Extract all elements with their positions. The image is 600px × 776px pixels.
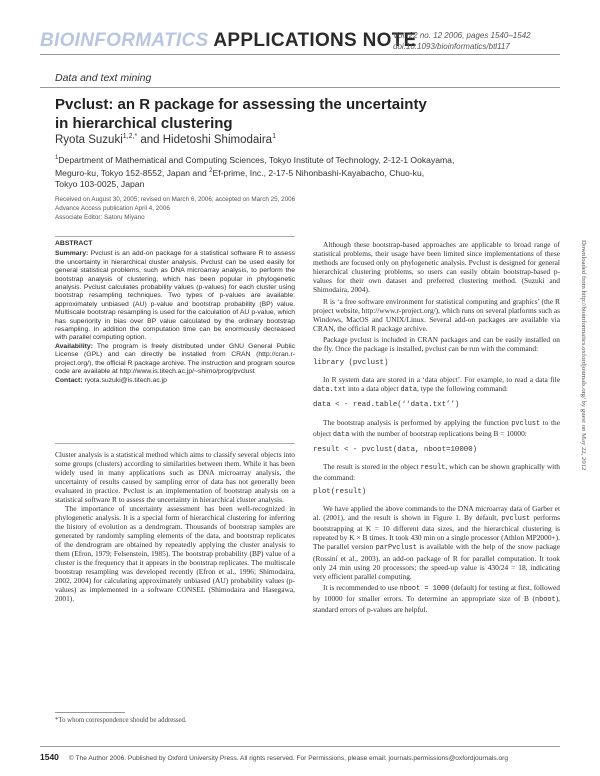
- author-1-affil: 1,2,*: [122, 133, 138, 140]
- left-column-body: [55, 451, 295, 603]
- code-line: result < - pvclust(data, nboot=10000): [313, 445, 478, 454]
- paragraph: It is recommended to use nboot = 1000 (default) for testing at first, followed by 10000 for smaller errors. To determine an appropriate size of B (nboot), standard errors of p-values are helpful.: [313, 582, 560, 614]
- inline-code: data.txt: [313, 386, 347, 395]
- paragraph: In R system data are stored in a ‘data object’. For example, to read a data file data.txt into a data object data, type the following command:: [313, 375, 560, 395]
- associate-editor: Associate Editor: Satoru Miyano: [55, 214, 145, 221]
- received-date: Received on August 30, 2005; revised on March 6, 2006; accepted on March 25, 2006: [55, 196, 296, 203]
- paragraph: The importance of uncertainty assessment has been well-recognized in phylogenetic analysis. It is a special form of hierarchical clustering for inferring the history of evolution as a dendrogram. Thousands of bootstrap samples are generated by randomly sampling elements of the data, and bootstrap replicates of the dendrogram are obtained by repeatedly applying the cluster analysis to them (Efron, 1979; Felsenstein, 1985). The bootstrap probability (BP) value of a cluster is the frequency that it appears in the bootstrap replicates. The multiscale bootstrap resampling was developed recently (Efron et al., 1996; Shimodaira, 2002, 2004) for calculating approximately unbiased (AU) probability values (p-values) as implemented in a software CONSEL (Shimodaira and Hasegawa, 2001).: [55, 504, 295, 603]
- download-watermark: [579, 240, 589, 720]
- paragraph: R is ‘a free software environment for statistical computing and graphics’ (the R project website, http://www.r-project.org/), which runs on several platforms such as Windows, MacOS and UNIX/Linux. Several add-on packages are available via CRAN, the official R package archive.: [313, 296, 560, 333]
- abstract: [55, 240, 295, 385]
- authors: [55, 133, 276, 146]
- availability-label: Availability:: [55, 342, 93, 350]
- doi: doi:10.1093/bioinformatics/btl117: [393, 42, 510, 51]
- title-line-2: in hierarchical clustering: [55, 115, 233, 132]
- contact-label: Contact:: [55, 376, 83, 384]
- inline-code: data: [332, 430, 350, 439]
- paragraph: The bootstrap analysis is performed by applying the function pvclust to the object data with the number of bootstrap replications being B = 10000:: [313, 417, 560, 439]
- copyright-text: © The Author 2006. Published by Oxford University Press. All rights reserved. For Permissions, please email: journals.permissions@oxfordjournals.org: [68, 755, 509, 762]
- code-line: library (pvclust): [313, 359, 389, 368]
- publication-dates: [55, 195, 295, 222]
- paper-title: [55, 95, 427, 133]
- contact-email: ryota.suzuki@is.titech.ac.jp: [82, 376, 167, 384]
- affil-line-1: Department of Mathematical and Computing Sciences, Tokyo Institute of Technology, 2-12-1 Ookayama,: [58, 154, 455, 165]
- volume-pages: Vol. 22 no. 12 2006, pages 1540–1542: [393, 31, 531, 40]
- journal-brand: [40, 30, 417, 52]
- summary-text: Pvclust is an add-on package for a statistical software R to assess the uncertainty in hierarchical cluster analysis. Pvclust can be used easily for general statistical problems, such as DNA microarray analysis, to perform the bootstrap analysis of clustering, which has been popular in phylogenetic analysis. Pvclust calculates probability values (p-values) for each cluster using bootstrap resampling techniques. Two types of p-values are available: approximately unbiased (AU) p-value and bootstrap probability (BP) value. Multiscale bootstrap resampling is used for the calculation of AU p-value, which has superiority in bias over BP value calculated by the ordinary bootstrap resampling. In addition the computation time can be enormously decreased with parallel computing option.: [55, 250, 295, 342]
- paragraph: Package pvclust is included in CRAN packages and can be easily installed on the fly. Once the package is installed, pvclust can be run with the command:: [313, 334, 560, 354]
- affil-line-3: Tokyo 103-0025, Japan: [55, 178, 145, 189]
- paragraph: The result is stored in the object result, which can be shown graphically with the command:: [313, 461, 560, 482]
- affil-line-2b: Ef-prime, Inc., 2-17-5 Nihonbashi-Kayabacho, Chuo-ku,: [212, 167, 425, 178]
- footnote: *To whom correspondence should be addressed.: [55, 717, 187, 724]
- inline-code: nboot = 1000: [399, 584, 450, 593]
- inline-code: pvclust: [501, 515, 531, 524]
- code-line: data < - read.table(‘‘data.txt’’): [313, 401, 460, 410]
- summary-label: Summary:: [55, 250, 89, 258]
- inline-code: result: [420, 463, 446, 472]
- affil-marker-2: 2: [209, 167, 213, 174]
- download-note: Downloaded from http://bioinformatics.oxfordjournals.org/ by guest on May 22, 2012: [580, 240, 587, 471]
- abstract-top-rule: [55, 236, 295, 237]
- paragraph: Cluster analysis is a statistical method which aims to classify several objects into some groups (clusters) according to similarities between them. While it has been widely used in many applications such as DNA microarray analysis, the uncertainty of results caused by sampling error of data has not generally been evaluated in practice. Pvclust is an implementation of bootstrap analysis on a statistical software R to assess the uncertainty in hierarchical cluster analysis.: [55, 450, 295, 504]
- advance-access: Advance Access publication April 4, 2006: [55, 205, 170, 212]
- inline-code: pvclust: [511, 419, 541, 428]
- header-divider: [40, 54, 560, 55]
- page-number: 1540: [40, 752, 59, 762]
- brand-article-type: APPLICATIONS NOTE: [213, 30, 417, 51]
- code-line: plot(result): [313, 487, 367, 496]
- abstract-heading: ABSTRACT: [55, 240, 93, 247]
- affil-marker-1: 1: [55, 155, 59, 161]
- title-line-1: Pvclust: an R package for assessing the uncertainty: [55, 96, 427, 113]
- paragraph: Although these bootstrap-based approaches are applicable to broad range of statistical problems, their usage have been limited since implementations of these methods are focused only on phylogenetic analysis. Pvclust is designed for general hierarchical clustering problems, so users can easily obtain bootstrap-based p-values for their own dataset and preferred clustering method. (Suzuki and Shimodaira, 2004).: [313, 240, 560, 295]
- brand-journal-name: BIOINFORMATICS: [40, 30, 209, 51]
- availability-text: The program is freely distributed under GNU General Public License (GPL) and can directly be installed from CRAN (http://cran.r-project.org/), the official R package archive. The instruction and program source code are available at http://www.is.titech.ac.jp/~shimo/prog/pvclust: [55, 342, 295, 376]
- section-label: Data and text mining: [55, 72, 152, 84]
- author-2: and Hidetoshi Shimodaira: [137, 133, 273, 146]
- inline-code: parPvclust: [375, 544, 417, 553]
- author-2-affil: 1: [272, 133, 276, 140]
- paragraph: We have applied the above commands to the DNA microarray data of Garber et al. (2001), and the result is shown in Figure 1. By default, pvclust performs bootstrapping at K = 10 different data sizes, and the hierarchical clustering is repeated by K × B times. It took 430 min on a single processor (Athlon MP2000+). The parallel version parPvclust is available with the help of the snow package (Rossini et al., 2003), an add-on package of R for parallel computation. It took only 24 min using 20 processors; the speed-up value is 430/24 = 18, indicating very efficient parallel computing.: [313, 504, 560, 581]
- section-divider: [40, 87, 560, 88]
- footnote-rule: [55, 712, 125, 713]
- affil-line-2a: Meguro-ku, Tokyo 152-8552, Japan and: [55, 167, 210, 178]
- inline-code: nboot: [535, 595, 556, 604]
- footer-rule: [40, 746, 560, 747]
- affiliations: [55, 153, 555, 190]
- abstract-bottom-rule: [55, 443, 295, 444]
- journal-reference: [393, 30, 531, 52]
- page-footer: [40, 752, 508, 762]
- author-1: Ryota Suzuki: [55, 133, 123, 146]
- inline-code: data: [400, 386, 418, 395]
- right-column-body: [313, 240, 560, 616]
- abstract-block: [55, 240, 295, 385]
